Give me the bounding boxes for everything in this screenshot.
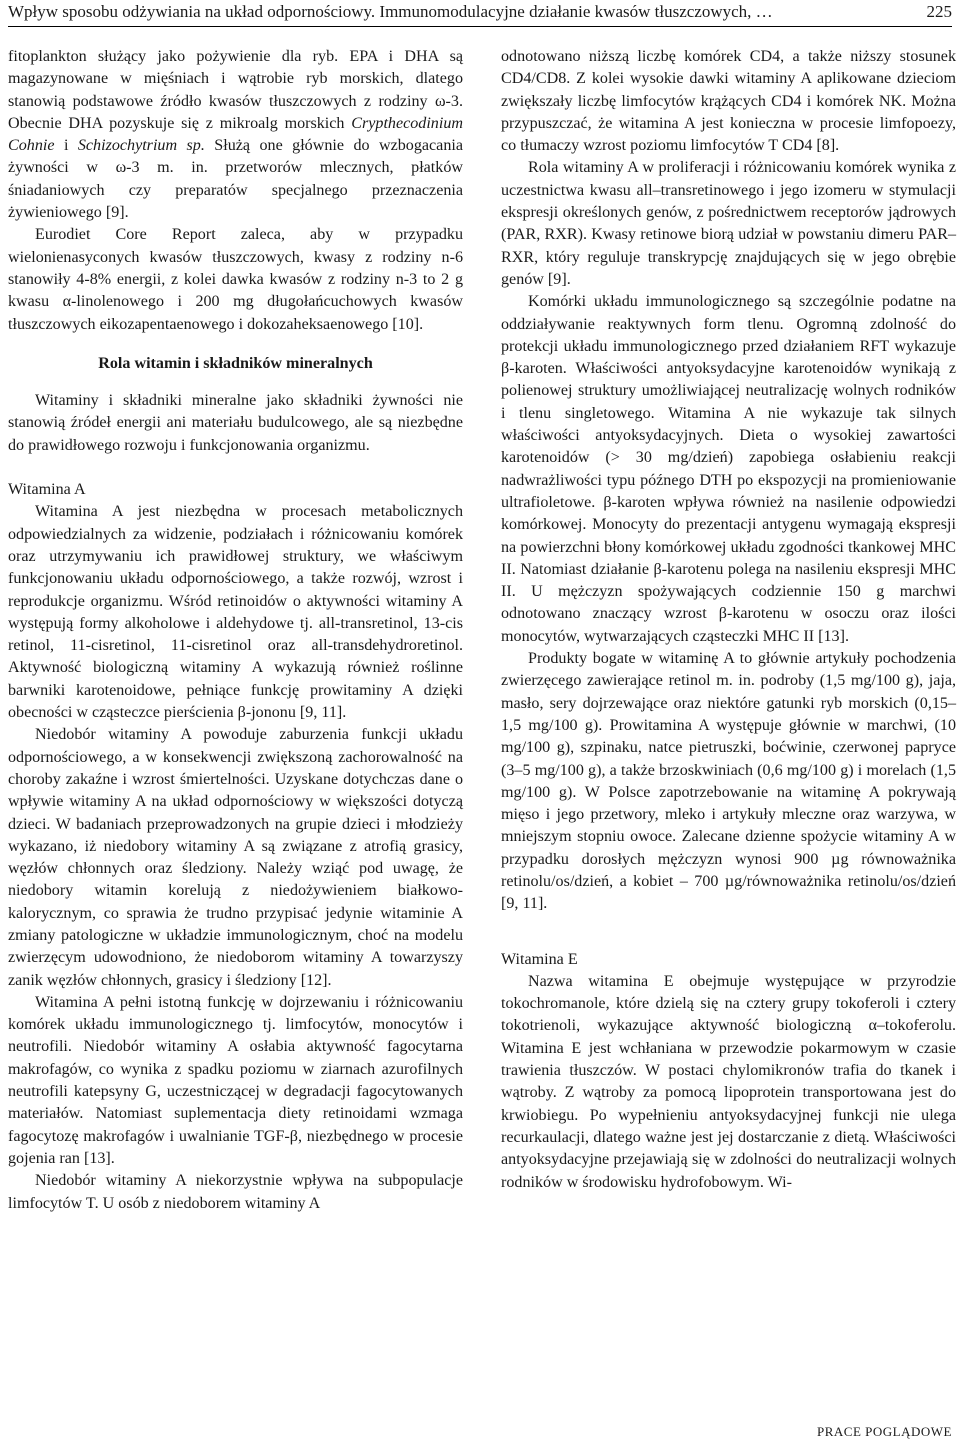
species-name: Schizochytrium sp. [77, 137, 205, 155]
right-column [501, 46, 956, 1194]
section-heading: Rola witamin i składników mineralnych [98, 354, 373, 372]
paragraph-vitamin-e: Nazwa witamina E obejmuje występujące w przyrodzie tokochromanole, które dzielą się na cztery grupy tokoferoli i cztery tokotrienoli, wykazujące aktywność biologiczną α–tokoferolu. Witamina E jest wchłaniana w przewodzie pokarmowym w czasie trawienia tłuszczów. W postaci chylomikronów trafia do tkanek i wątroby. Z wątroby za pomocą lipoprotein transportowana jest do krwiobiegu. Po wypełnieniu antyoksydacyjnej funkcji nie ulega recurkaulacji, dlatego ważne jest jej dostarczanie z dietą. Właściwości antyoksydacyjne przejawiają się w zdolności do neutralizacji wolnych rodników w środowisku hydrofobowym. Wi- [501, 972, 956, 1191]
paragraph-eurodiet: Eurodiet Core Report zaleca, aby w przypadku wielonienasyconych kwasów tłuszczowych, kwasy z rodziny n-6 stanowiły 4-8% energii, z kolei dawka kwasów z rodziny n-3 to 2 g kwasu α-linolenowego i 200 mg długołańcuchowych kwasów tłuszczowych eikozapentaenowego i dokozaheksaenowego [10]. [8, 226, 463, 333]
paragraph-cd4-continued: odnotowano niższą liczbę komórek CD4, a także niższy stosunek CD4/CD8. Z kolei wysokie dawki witaminy A aplikowane dzieciom zwiększały liczbę limfocytów krążących CD4 i komórek NK. Można przypuszczać, że witamina A jest konieczna w procesie limfopoezy, co tłumaczy wzrost poziomu limfocytów T CD4 [8]. [501, 48, 956, 155]
paragraph-retinoic-acid: Rola witaminy A w proliferacji i różnicowaniu komórek wynika z uczestnictwa kwasu all–transretinowego i jego izomeru w stymulacji ekspresji określonych genów, z pośrednictwem receptorów jądrowych (PAR, RXR). Kwasy retinowe biorą udział w powstaniu dimeru PAR–RXR, który reguluje transkrypcję znajdujących się w jego obrębie genów [9]. [501, 159, 956, 288]
text-run: i [54, 137, 78, 155]
paragraph-vitamin-a-functions: Witamina A jest niezbędna w procesach metabolicznych odpowiedzialnych za widzenie, podziałach i różnicowaniu komórek oraz utrzymywaniu ich prawidłowej struktury, we właściwym funkcjonowaniu układu odpornościowego, a także rozwój, wzrost i reprodukcje organizmu. Wśród retinoidów o aktywności witaminy A występują formy alkoholowe i aldehydowe tj. all-transretinol, 13-cis retinol, 11-cisretinol, 11-cisretinol oraz all-transdehydroretinol. Aktywność biologiczną witaminy A wykazują również roślinne barwniki karotenoidowe, pełniące funkcję prowitaminy A dzięki obecności w cząsteczce pierścienia β-jononu [9, 11]. [8, 503, 463, 722]
subheading-vitamin-a: Witamina A [8, 481, 86, 499]
left-column [8, 46, 463, 1215]
paragraph-vitamin-a-immune-cells: Witamina A pełni istotną funkcję w dojrzewaniu i różnicowaniu komórek układu immunologicznego tj. limfocytów, monocytów i neutrofili. Niedobór witaminy A osłabia aktywność fagocytarna makrofagów, co wynika z spadku poziomu w ziarnach azurofilnych neutrofili katepsyny G, uczestniczącej w degradacji fagocytowanych materiałów. Natomiast suplementacja diety retinoidami wzmaga fagocytozę makrofagów i uwalnianie TGF-β, niezbędnego w procesie gojenia ran [13]. [8, 993, 463, 1167]
paragraph-vitamin-a-lymphocytes: Niedobór witaminy A niekorzystnie wpływa na subpopulacje limfocytów T. U osób z niedoborem witaminy A [8, 1172, 463, 1212]
paragraph-vitamin-a-sources: Produkty bogate w witaminę A to głównie artykuły pochodzenia zwierzęcego zawierające retinol m. in. podroby (1,5 mg/100 g), jaja, masło, sery dojrzewające oraz niektóre gatunki ryb morskich (0,15–1,5 mg/100 g). Prowitamina A występuje głównie w marchwi, (10 mg/100 g), szpinaku, natce pietruszki, boćwinie, czerwonej papryce (3–5 mg/100 g), a także brzoskwiniach (0,6 mg/100 g) i morelach (1,5 mg/100 g). W Polsce zapotrzebowanie na witaminę A pokrywają mięso i jego przetwory, mleko i artykuły mleczne oraz warzywa, w mniejszym stopniu owoce. Zalecane dzienne spożycie witaminy A w przypadku dorosłych mężczyzn wynosi 900 µg równoważnika retinolu/os/dzień, a kobiet – 700 µg/równoważnika retinolu/os/dzień [9, 11]. [501, 650, 956, 913]
text-run: fitoplankton służący jako pożywienie dla ryb. EPA i DHA są magazynowane w mięśniach i wątrobie ryb morskich, dlatego stanowią podstawowe źródło kwasów tłuszczowych z rodziny ω-3. Obecnie DHA pozyskuje się z mikroalg morskich [8, 48, 463, 132]
running-header [8, 0, 952, 27]
footer-section-label: PRACE POGLĄDOWE [817, 1424, 952, 1439]
paragraph-vitamins-intro: Witaminy i składniki mineralne jako składniki żywności nie stanowią źródeł energii ani materiału budulcowego, ale są niezbędne do prawidłowego rozwoju i funkcjonowania organizmu. [8, 392, 463, 454]
subheading-vitamin-e: Witamina E [501, 950, 578, 968]
paragraph-beta-carotene: Komórki układu immunologicznego są szczególnie podatne na oddziaływanie reaktywnych form tlenu. Ogromną zdolność do protekcji układu immunologicznego przed działaniem RFT wykazuje β-karoten. Właściwości antyoksydacyjne karotenoidów wynikają z polienowej struktury umożliwiającej neutralizację wolnych rodników i tlenu singletowego. Witamina A nie wykazuje tak silnych właściwości antyoksydacyjnych. Dieta o wysokiej zawartości karotenoidów (> 30 mg/dzień) zapobiega osłabieniu reakcji nadwrażliwości typu późnego DTH po ekspozycji na promieniowanie ultrafioletowe. β-karoten wpływa również na nasilenie odpowiedzi komórkowej. Monocyty do prezentacji antygenu wymagają ekspresji na powierzchni błony komórkowej układu zgodności tkankowej MHC II. Natomiast działanie β-karotenu polega na nasileniu ekspresji MHC II. U mężczyzn spożywających codziennie 150 g marchwi odnotowano znaczący wzrost β-karotenu w osoczu oraz ilości monocytów, wytwarzających cząsteczki MHC II [13]. [501, 293, 956, 645]
paragraph-omega3-sources [8, 46, 463, 224]
running-title: Wpływ sposobu odżywiania na układ odpornościowy. Immunomodulacyjne działanie kwasów tłuszczowych, … [8, 2, 773, 21]
species-name: Crypthecodinium Cohnie [8, 114, 463, 155]
page-number: 225 [926, 2, 952, 21]
paragraph-vitamin-a-deficiency: Niedobór witaminy A powoduje zaburzenia funkcji układu odpornościowego, a w konsekwencji zwiększoną zachorowalność na choroby zakaźne i wzrost śmiertelności. Uzyskane dotychczas dane o wpływie witaminy A na układ odpornościowy w większości dotyczą dzieci. W badaniach przeprowadzonych na grupie dzieci i młodzieży wykazano, iż niedobory witaminy A są związane z atrofią grasicy, węzłów chłonnych oraz śledziony. Należy wziąć pod uwagę, że niedobory witamin korelują z niedożywieniem białkowo-kalorycznym, co sprawia że trudno przypisać jedynie witaminie A zmiany patologiczne w układzie immunologicznym, choć na modelu zwierzęcym udowodniono, że niedoborom witaminy A towarzyszy zanik węzłów chłonnych, grasicy i śledziony [12]. [8, 726, 463, 989]
text-run: Służą one głównie do wzbogacania żywności w ω-3 m. in. przetworów mlecznych, płatków śniadaniowych czy preparatów specjalnego przeznaczenia żywieniowego [9]. [8, 137, 463, 222]
